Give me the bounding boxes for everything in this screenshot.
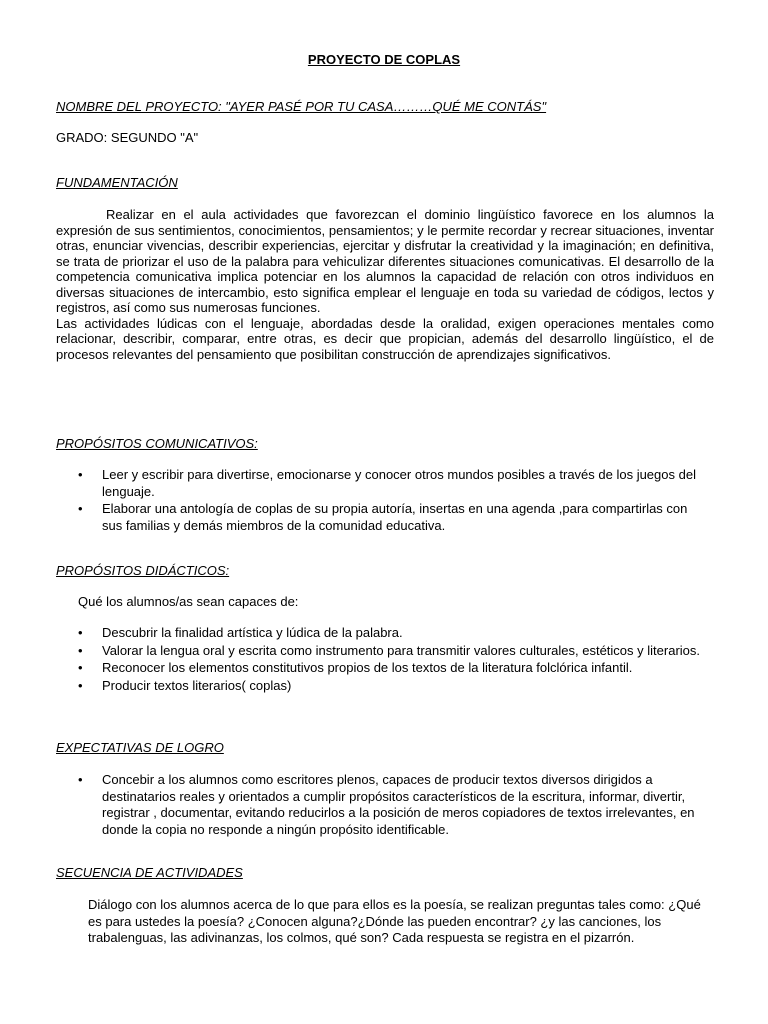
list-item: • Reconocer los elementos constitutivos propios de los textos de la literatura folclórica infantil.	[56, 660, 706, 677]
propositos-comunicativos-list	[56, 467, 706, 535]
propositos-didacticos-intro: Qué los alumnos/as sean capaces de:	[78, 594, 299, 609]
fundamentacion-paragraph-2: Las actividades lúdicas con el lenguaje, abordadas desde la oralidad, exigen operaciones mentales como relacionar, describir, comparar, entre otras, es decir que propician, además del desarrollo lingüístico, el de procesos relevantes del pensamiento que posibilitan construcción de aprendizajes significativos.	[56, 315, 714, 362]
expectativas-heading: EXPECTATIVAS DE LOGRO	[56, 740, 224, 755]
project-name: NOMBRE DEL PROYECTO: "AYER PASÉ POR TU CASA………QUÉ ME CONTÁS"	[56, 99, 547, 114]
secuencia-heading: SECUENCIA DE ACTIVIDADES	[56, 865, 243, 880]
fundamentacion-paragraph-1: Realizar en el aula actividades que favorezcan el dominio lingüístico favorece en los alumnos la expresión de sus sentimientos, conocimientos, pensamientos; y le permite recordar y recrear situaciones, inventar otras, enunciar vivencias, describir experiencias, ejercitar y disfrutar la creatividad y la imaginación; en definitiva, se trata de priorizar el uso de la palabra para vehiculizar diferentes situaciones comunicativas. El desarrollo de la competencia comunicativa implica potenciar en los alumnos la capacidad de relación con otros individuos en diversas situaciones de intercambio, esto significa emplear el lenguaje en toda su variedad de códigos, lectos y registros, así como sus numerosas funciones.	[56, 207, 714, 315]
propositos-comunicativos-heading: PROPÓSITOS COMUNICATIVOS:	[56, 436, 258, 451]
secuencia-body: Diálogo con los alumnos acerca de lo que para ellos es la poesía, se realizan preguntas tales como: ¿Qué es para ustedes la poesía? ¿Conocen alguna?¿Dónde las pueden encontrar? ¿y las canciones, los trabalenguas, las adivinanzas, los colmos, qué son? Cada respuesta se registra en el pizarrón.	[88, 897, 701, 945]
propositos-didacticos-list	[56, 625, 706, 695]
list-item: • Concebir a los alumnos como escritores plenos, capaces de producir textos diversos dirigidos a destinatarios reales y orientados a cumplir propósitos característicos de la escritura, informar, divertir, registrar , documentar, evitando reducirlos a la posición de meros copiadores de textos irrelevantes, en donde la copia no responde a ningún propósito identificable.	[56, 772, 712, 838]
list-item: • Valorar la lengua oral y escrita como instrumento para transmitir valores culturales, estéticos y literarios.	[56, 643, 706, 660]
list-item: • Descubrir la finalidad artística y lúdica de la palabra.	[56, 625, 706, 642]
grade-line: GRADO: SEGUNDO "A"	[56, 130, 199, 145]
expectativas-list	[56, 772, 712, 839]
propositos-didacticos-heading: PROPÓSITOS DIDÁCTICOS:	[56, 563, 230, 578]
fundamentacion-heading: FUNDAMENTACIÓN	[56, 175, 178, 190]
list-item: • Elaborar una antología de coplas de su propia autoría, insertas en una agenda ,para compartirlas con sus familias y demás miembros de la comunidad educativa.	[56, 501, 706, 534]
list-item: • Producir textos literarios( coplas)	[56, 678, 706, 695]
document-title: PROYECTO DE COPLAS	[307, 52, 461, 67]
list-item: • Leer y escribir para divertirse, emocionarse y conocer otros mundos posibles a través de los juegos del lenguaje.	[56, 467, 706, 500]
fundamentacion-body	[56, 207, 714, 362]
